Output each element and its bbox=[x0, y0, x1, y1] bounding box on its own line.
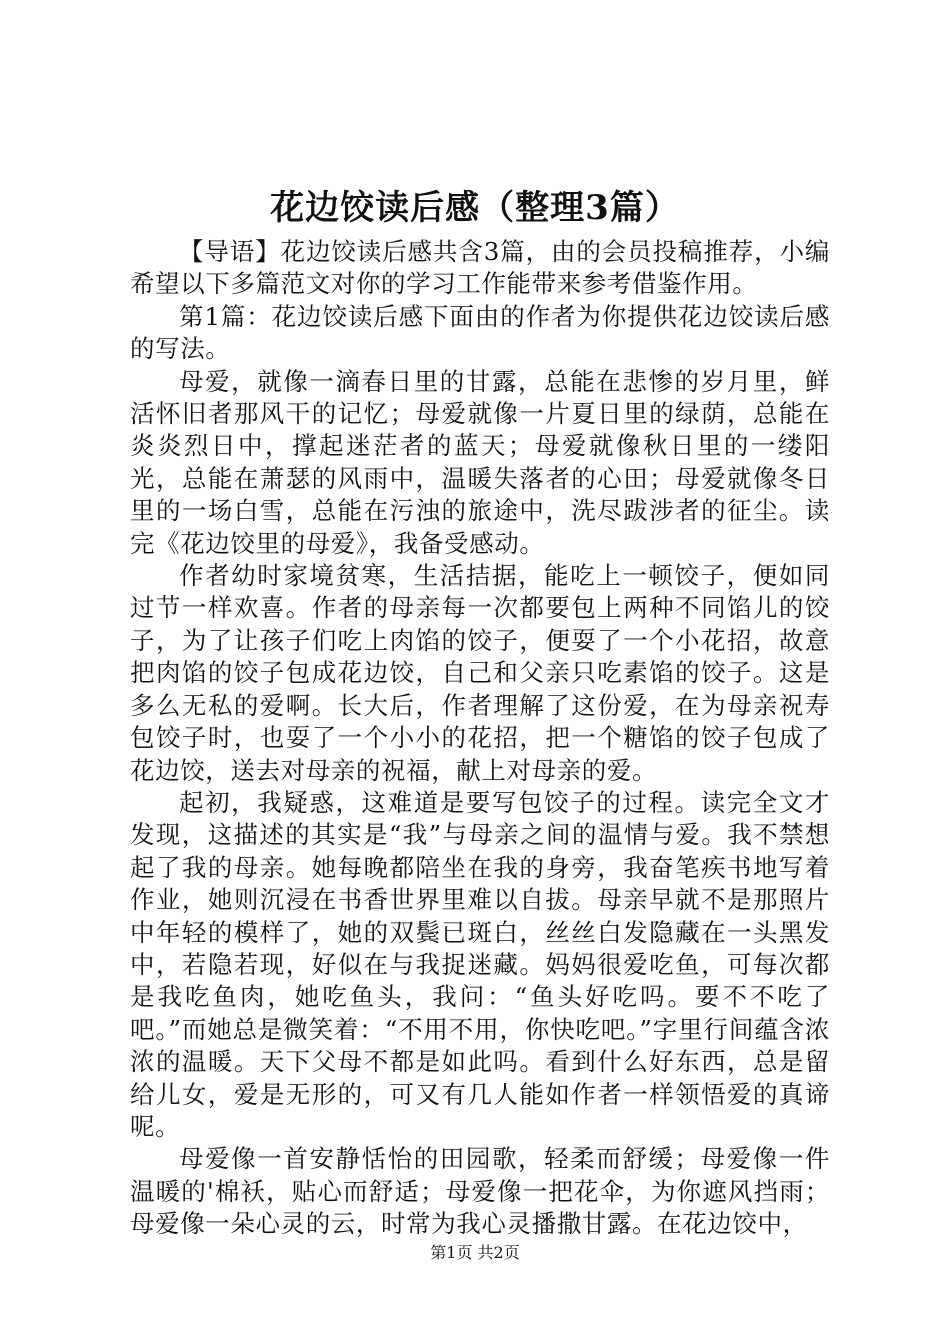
paragraph: 母爱像一首安静恬怡的田园歌，轻柔而舒缓；母爱像一件温暖的'棉袄，贴心而舒适；母爱像一把花伞，为你遮风挡雨；母爱像一朵心灵的云，时常为我心灵播撒甘露。在花边饺中， bbox=[130, 1144, 830, 1239]
document-title: 花边饺读后感（整理3篇） bbox=[270, 188, 680, 228]
paragraph-intro: 【导语】花边饺读后感共含3篇，由的会员投稿推荐，小编希望以下多篇范文对你的学习工作能带来参考借鉴作用。 bbox=[130, 237, 830, 299]
paragraph: 作者幼时家境贫寒，生活拮据，能吃上一顿饺子，便如同过节一样欢喜。作者的母亲每一次都要包上两种不同馅儿的饺子，为了让孩子们吃上肉馅的饺子，便耍了一个小花招，故意把肉馅的饺子包成花边饺，自己和父亲只吃素馅的饺子。这是多么无私的爱啊。长大后，作者理解了这份爱，在为母亲祝寿包饺子时，也耍了一个小小的花招，把一个糖馅的饺子包成了花边饺，送去对母亲的祝福，献上对母亲的爱。 bbox=[130, 561, 830, 785]
page-footer: 第1页 共2页 bbox=[430, 1243, 520, 1262]
paragraph: 起初，我疑惑，这难道是要写包饺子的过程。读完全文才发现，这描述的其实是“我”与母亲之间的温情与爱。我不禁想起了我的母亲。她每晚都陪坐在我的身旁，我奋笔疾书地写着作业，她则沉浸在书香世界里难以自拔。母亲早就不是那照片中年轻的模样了，她的双鬓已斑白，丝丝白发隐藏在一头黑发中，若隐若现，好似在与我捉迷藏。妈妈很爱吃鱼，可每次都是我吃鱼肉，她吃鱼头，我问：“鱼头好吃吗。要不不吃了吧。”而她总是微笑着：“不用不用，你快吃吧。”字里行间蕴含浓浓的温暖。天下父母不都是如此吗。看到什么好东西，总是留给儿女，爱是无形的，可又有几人能如作者一样领悟爱的真谛呢。 bbox=[130, 787, 830, 1141]
paragraph: 母爱，就像一滴春日里的甘露，总能在悲惨的岁月里，鲜活怀旧者那风干的记忆；母爱就像一片夏日里的绿荫，总能在炎炎烈日中，撑起迷茫者的蓝天；母爱就像秋日里的一缕阳光，总能在萧瑟的风雨中，温暖失落者的心田；母爱就像冬日里的一场白雪，总能在污浊的旅途中，洗尽跋涉者的征尘。读完《花边饺里的母爱》，我备受感动。 bbox=[130, 366, 830, 558]
paragraph-part1-heading: 第1篇：花边饺读后感下面由的作者为你提供花边饺读后感的写法。 bbox=[130, 301, 830, 364]
document-body bbox=[130, 236, 830, 1241]
